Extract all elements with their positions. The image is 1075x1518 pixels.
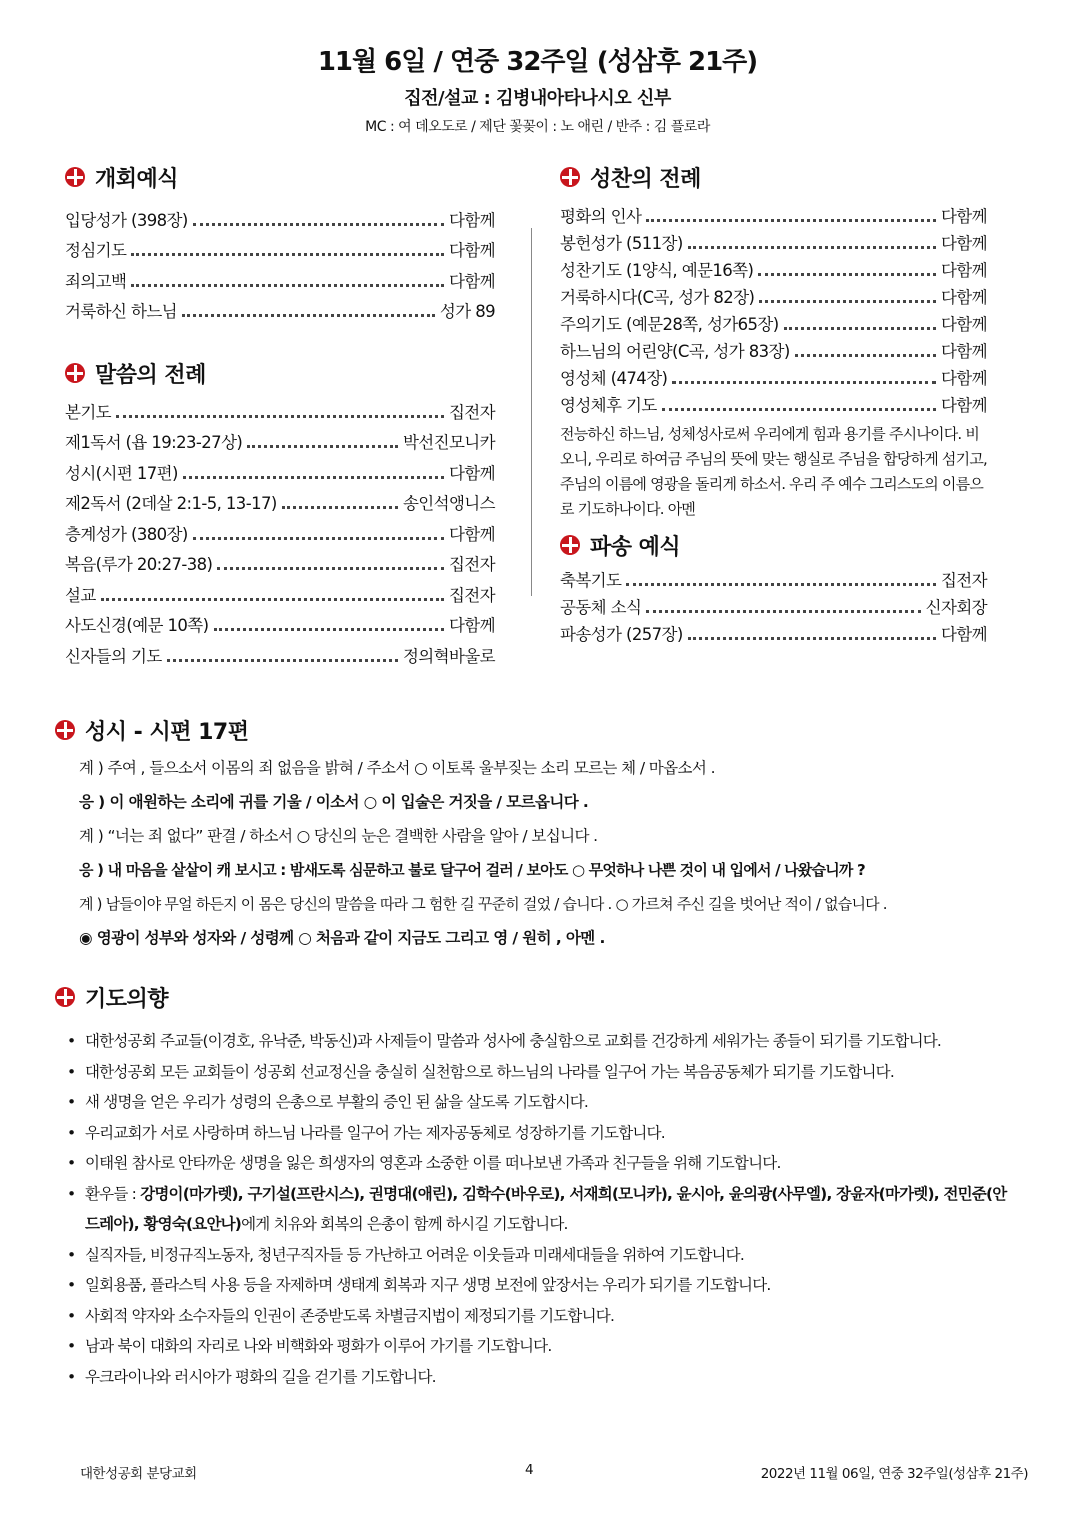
- list-item: • 새 생명을 얻은 우리가 성령의 은총으로 부활의 증인 된 삶을 살도록 기도합시다.: [55, 1087, 1020, 1118]
- header: [0, 44, 1075, 136]
- section-title: 파송 예식: [590, 534, 681, 560]
- column-divider: [531, 228, 532, 596]
- left-column: [65, 160, 495, 667]
- order-item: 복음(루가 20:27-38) 집전자: [65, 555, 495, 574]
- list-item: • 사회적 약자와 소수자들의 인권이 존중받도록 차별금지법이 제정되기를 기도합니다.: [55, 1301, 1020, 1332]
- order-item: 평화의 인사 다함께: [560, 207, 987, 226]
- mc-line: MC : 여 데오도로 / 제단 꽃꽂이 : 노 애린 / 반주 : 김 플로라: [365, 119, 710, 135]
- section-opening: [65, 160, 495, 194]
- sick-suffix: 에게 치유와 회복의 은총이 함께 하시길 기도합니다.: [241, 1215, 568, 1233]
- order-item: 축복기도 집전자: [560, 571, 987, 590]
- psalm-response: 응 ) 이 애원하는 소리에 귀를 기울 / 이소서 ○ 이 입술은 거짓을 / 모르옵니다 .: [79, 793, 589, 811]
- intentions-list: [55, 1026, 1020, 1392]
- order-item: 본기도 집전자: [65, 402, 495, 422]
- psalm-section: [55, 713, 1025, 955]
- order-item: 제1독서 (욥 19:23-27상) 박선진모니카: [65, 433, 495, 452]
- list-item: • 실직자들, 비정규직노동자, 청년구직자들 등 가난하고 어려운 이웃들과 미래세대들을 위하여 기도합니다.: [55, 1240, 1020, 1271]
- psalm-verse: 계 ) 남들이야 무얼 하든지 이 몸은 당신의 말씀을 따라 그 험한 길 꾸준히 걸었 / 습니다 . ○ 가르쳐 주신 길을 벗어난 적이 / 없습니다 .: [79, 895, 887, 913]
- section-word: [65, 356, 495, 390]
- list-item: • 우크라이나와 러시아가 평화의 길을 걷기를 기도합니다.: [55, 1362, 1020, 1393]
- order-item: 봉헌성가 (511장) 다함께: [560, 234, 987, 253]
- psalm-response: 응 ) 내 마음을 샅샅이 캐 보시고 : 밤새도록 심문하고 불로 달구어 걸러 / 보아도 ○ 무엇하나 나쁜 것이 내 입에서 / 나왔습니까 ?: [79, 861, 865, 879]
- order-item: 주의기도 (예문28쪽, 성가65장) 다함께: [560, 315, 987, 334]
- order-item: 공동체 소식 신자회장: [560, 598, 987, 617]
- order-item: 성시(시편 17편) 다함께: [65, 463, 495, 483]
- list-item: • 일회용품, 플라스틱 사용 등을 자제하며 생태계 회복과 지구 생명 보전에 앞장서는 우리가 되기를 기도합니다.: [55, 1270, 1020, 1301]
- cross-icon: [65, 167, 85, 187]
- section-title: 개회예식: [95, 166, 179, 192]
- list-item: • 우리교회가 서로 사랑하며 하느님 나라를 일구어 가는 제자공동체로 성장하기를 기도합니다.: [55, 1118, 1020, 1149]
- cross-icon: [55, 720, 75, 740]
- order-item: 죄의고백 다함께: [65, 271, 495, 291]
- order-item: 거룩하시다(C곡, 성가 82장) 다함께: [560, 288, 987, 307]
- order-item: 제2독서 (2데살 2:1-5, 13-17) 송인석앵니스: [65, 494, 495, 513]
- order-item: 신자들의 기도 정의혁바울로: [65, 646, 495, 666]
- intentions-section: [55, 980, 1020, 1392]
- right-column: [560, 160, 987, 645]
- list-item-sick: [55, 1179, 1020, 1240]
- cross-icon: [560, 535, 580, 555]
- list-item: • 대한성공회 주교들(이경호, 유낙준, 박동신)과 사제들이 말씀과 성사에 충실함으로 교회를 건강하게 세워가는 종들이 되기를 기도합니다.: [55, 1026, 1020, 1057]
- order-item: 거룩하신 하느님 성가 89: [65, 302, 495, 321]
- footer-church: 대한성공회 분당교회: [80, 1466, 197, 1482]
- order-item: 파송성가 (257장) 다함께: [560, 625, 987, 644]
- cross-icon: [65, 363, 85, 383]
- order-item: 층계성가 (380장) 다함께: [65, 524, 495, 544]
- page-number: 4: [525, 1462, 534, 1478]
- section-title: 말씀의 전례: [95, 362, 206, 388]
- order-item: 입당성가 (398장) 다함께: [65, 210, 495, 230]
- page-title: 11월 6일 / 연중 32주일 (성삼후 21주): [317, 47, 758, 77]
- section-title: 성찬의 전례: [590, 166, 701, 192]
- section-psalm: [55, 713, 1025, 747]
- post-communion-prayer: 전능하신 하느님, 성체성사로써 우리에게 힘과 용기를 주시나이다. 비오니, 우리로 하여금 주님의 뜻에 맞는 행실로 주님을 합당하게 섬기고, 주님의 이름에 영광을 돌리게 하소서. 우리 주 예수 그리스도의 이름으로 기도하나이다. 아멘: [560, 425, 987, 518]
- order-item: 설교 집전자: [65, 585, 495, 605]
- section-title: 기도의향: [85, 986, 169, 1012]
- list-item: • 남과 북이 대화의 자리로 나와 비핵화와 평화가 이루어 가기를 기도합니다.: [55, 1331, 1020, 1362]
- footer-date: 2022년 11월 06일, 연중 32주일(성삼후 21주): [760, 1466, 1028, 1482]
- cross-icon: [560, 167, 580, 187]
- section-dismissal: [560, 528, 987, 562]
- section-eucharist: [560, 160, 987, 194]
- psalm-verse: 계 ) “너는 죄 없다” 판결 / 하소서 ○ 당신의 눈은 결백한 사람을 알아 / 보십니다 .: [79, 827, 598, 845]
- psalm-verse: 계 ) 주여 , 들으소서 이몸의 죄 없음을 밝혀 / 주소서 ○ 이토록 울부짖는 소리 모르는 체 / 마옵소서 .: [79, 759, 715, 777]
- list-item: • 대한성공회 모든 교회들이 성공회 선교정신을 충실히 실천함으로 하느님의 나라를 일구어 가는 복음공동체가 되기를 기도합니다.: [55, 1057, 1020, 1088]
- order-item: 사도신경(예문 10쪽) 다함께: [65, 616, 495, 635]
- cross-icon: [55, 987, 75, 1007]
- sick-names: 강명이(마가렛), 구기설(프란시스), 권명대(애린), 김학수(바우로), 서재희(모니카), 윤시아, 윤의광(사무엘), 장윤자(마가렛), 전민준(안드레아), 황영숙(요안나): [85, 1184, 1007, 1233]
- list-item: • 이태원 참사로 안타까운 생명을 잃은 희생자의 영혼과 소중한 이를 떠나보낸 가족과 친구들을 위해 기도합니다.: [55, 1148, 1020, 1179]
- section-intentions: [55, 980, 1020, 1014]
- section-title: 성시 - 시편 17편: [85, 719, 249, 745]
- celebrant-line: 집전/설교 : 김병내아타나시오 신부: [404, 88, 671, 109]
- order-item: 정심기도 다함께: [65, 241, 495, 260]
- sick-prefix: 환우들 :: [85, 1184, 141, 1203]
- order-item: 영성체후 기도 다함께: [560, 396, 987, 415]
- psalm-gloria: ◉ 영광이 성부와 성자와 / 성령께 ○ 처음과 같이 지금도 그리고 영 / 원히 , 아멘 .: [79, 929, 605, 947]
- order-item: 영성체 (474장) 다함께: [560, 369, 987, 388]
- order-item: 성찬기도 (1양식, 예문16쪽) 다함께: [560, 261, 987, 280]
- order-item: 하느님의 어린양(C곡, 성가 83장) 다함께: [560, 342, 987, 361]
